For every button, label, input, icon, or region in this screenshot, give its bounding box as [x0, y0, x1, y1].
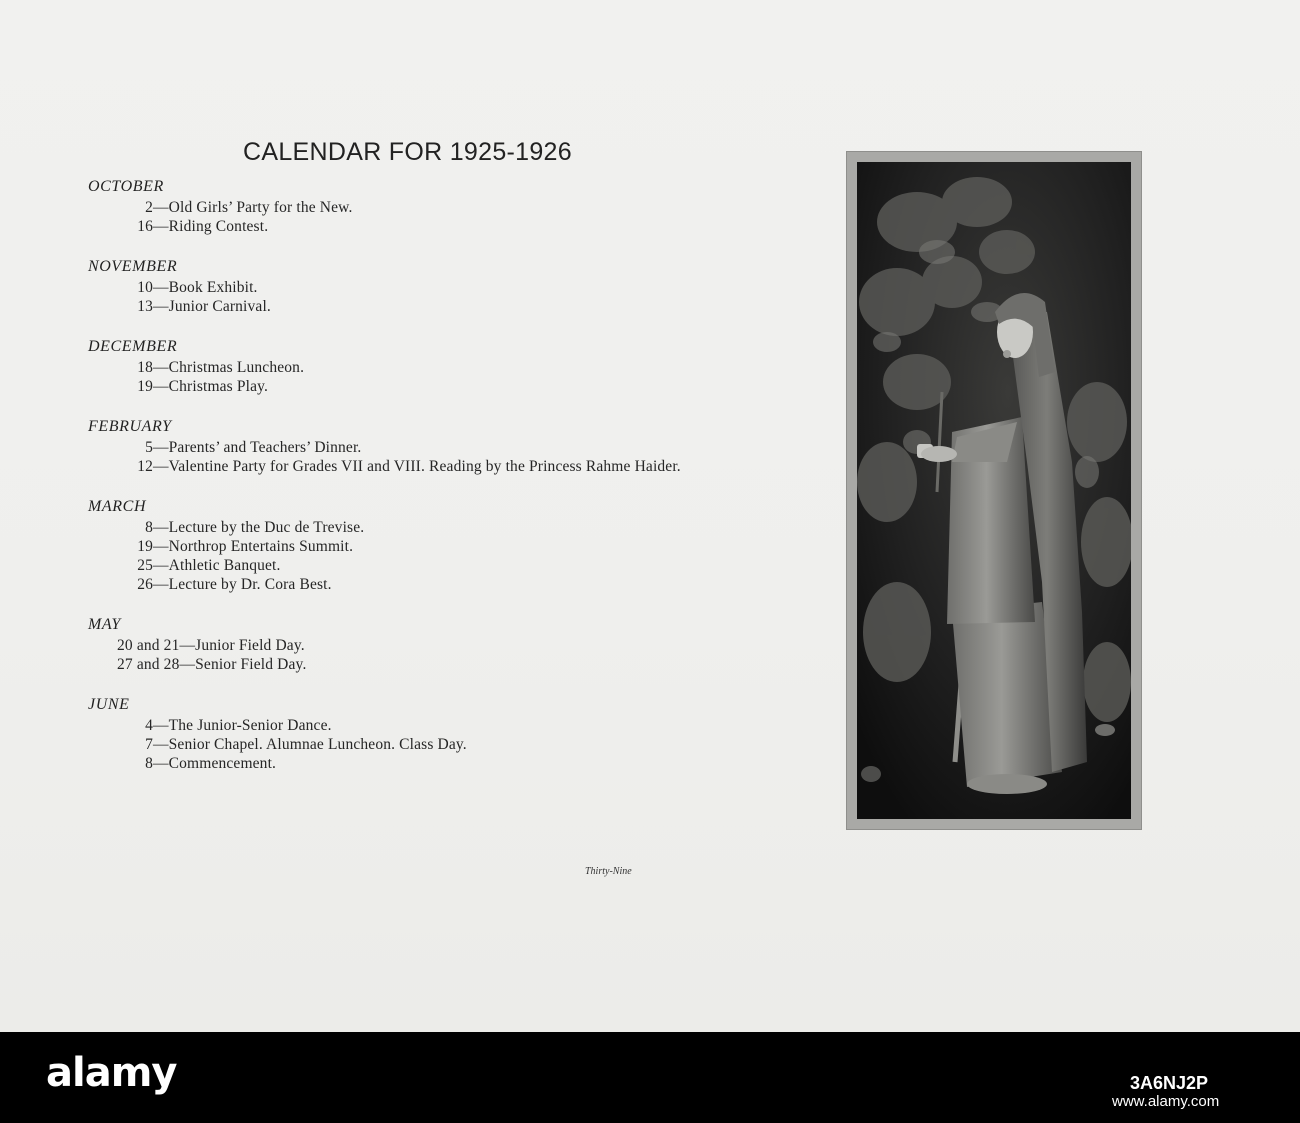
event-date: 4 [145, 717, 153, 734]
event-date: 16 [137, 218, 153, 235]
event-item [88, 537, 778, 556]
event-text: Lecture by the Duc de Trevise. [168, 519, 365, 536]
event-item [88, 297, 778, 316]
month-heading: DECEMBER [88, 338, 178, 355]
month-section [88, 694, 778, 773]
event-dash: — [153, 519, 169, 536]
event-list [88, 518, 778, 594]
event-text: Senior Chapel. Alumnae Luncheon. Class Day. [168, 736, 467, 753]
event-date: 26 [137, 576, 153, 593]
event-dash: — [153, 717, 169, 734]
event-dash: — [179, 637, 196, 654]
event-dash: — [153, 298, 169, 315]
month-heading: OCTOBER [88, 178, 164, 195]
event-text: Valentine Party for Grades VII and VIII. Reading by the Princess Rahme Haider. [168, 458, 681, 475]
event-date: 13 [137, 298, 153, 315]
event-item [88, 754, 778, 773]
month-section [88, 614, 778, 674]
event-date: 2 [145, 199, 153, 216]
event-dash: — [153, 378, 169, 395]
event-list [88, 636, 778, 674]
month-section [88, 176, 778, 236]
event-text: Christmas Luncheon. [168, 359, 305, 376]
event-dash: — [153, 736, 169, 753]
event-text: Book Exhibit. [168, 279, 258, 296]
month-heading: FEBRUARY [88, 418, 172, 435]
event-text: Junior Carnival. [168, 298, 271, 315]
event-date: 5 [145, 439, 153, 456]
watermark-url: www.alamy.com [1112, 1093, 1220, 1110]
event-item [88, 198, 778, 217]
event-item [88, 217, 778, 236]
event-date: 20 and 21 [117, 637, 180, 654]
month-heading: MAY [88, 616, 121, 633]
event-dash: — [153, 755, 169, 772]
event-text: Christmas Play. [168, 378, 269, 395]
event-item [88, 636, 778, 655]
event-item [88, 655, 778, 674]
event-date: 8 [145, 519, 153, 536]
event-date: 27 and 28 [117, 656, 180, 673]
month-section [88, 336, 778, 396]
month-heading: MARCH [88, 498, 147, 515]
event-item [88, 457, 778, 476]
event-list [88, 198, 778, 236]
event-list [88, 438, 778, 476]
costumed-figure-photo [857, 162, 1131, 819]
event-date: 8 [145, 755, 153, 772]
event-list [88, 358, 778, 396]
event-text: Parents’ and Teachers’ Dinner. [168, 439, 362, 456]
event-text: Athletic Banquet. [168, 557, 281, 574]
event-text: Old Girls’ Party for the New. [168, 199, 353, 216]
event-list [88, 278, 778, 316]
page-number: Thirty-Nine [585, 866, 632, 877]
watermark-bar [0, 1032, 1300, 1123]
event-dash: — [153, 458, 169, 475]
event-dash: — [153, 199, 169, 216]
watermark-image-id: 3A6NJ2P [1130, 1073, 1209, 1093]
event-item [88, 518, 778, 537]
event-item [88, 575, 778, 594]
event-date: 19 [137, 538, 153, 555]
event-date: 10 [137, 279, 153, 296]
page-title: CALENDAR FOR 1925-1926 [243, 138, 572, 166]
month-section [88, 496, 778, 594]
event-text: The Junior-Senior Dance. [168, 717, 332, 734]
event-date: 18 [137, 359, 153, 376]
event-dash: — [153, 576, 169, 593]
event-item [88, 716, 778, 735]
event-text: Commencement. [168, 755, 277, 772]
event-text: Senior Field Day. [195, 656, 307, 673]
event-item [88, 358, 778, 377]
event-date: 19 [137, 378, 153, 395]
event-dash: — [153, 557, 169, 574]
event-text: Lecture by Dr. Cora Best. [168, 576, 332, 593]
event-dash: — [179, 656, 196, 673]
watermark-logo: alamy [46, 1050, 177, 1096]
month-heading: NOVEMBER [88, 258, 178, 275]
event-dash: — [153, 218, 169, 235]
month-section [88, 416, 778, 476]
event-date: 7 [145, 736, 153, 753]
event-item [88, 278, 778, 297]
event-date: 25 [137, 557, 153, 574]
photo-frame [846, 151, 1142, 830]
event-item [88, 438, 778, 457]
calendar-list [88, 176, 778, 793]
event-text: Riding Contest. [168, 218, 269, 235]
month-heading: JUNE [88, 696, 130, 713]
event-dash: — [153, 538, 169, 555]
event-date: 12 [137, 458, 153, 475]
event-list [88, 716, 778, 773]
event-dash: — [153, 279, 169, 296]
event-dash: — [153, 439, 169, 456]
event-item [88, 556, 778, 575]
event-item [88, 377, 778, 396]
event-text: Junior Field Day. [195, 637, 305, 654]
event-item [88, 735, 778, 754]
event-dash: — [153, 359, 169, 376]
event-text: Northrop Entertains Summit. [168, 538, 354, 555]
month-section [88, 256, 778, 316]
photo-illustration [857, 162, 1131, 819]
